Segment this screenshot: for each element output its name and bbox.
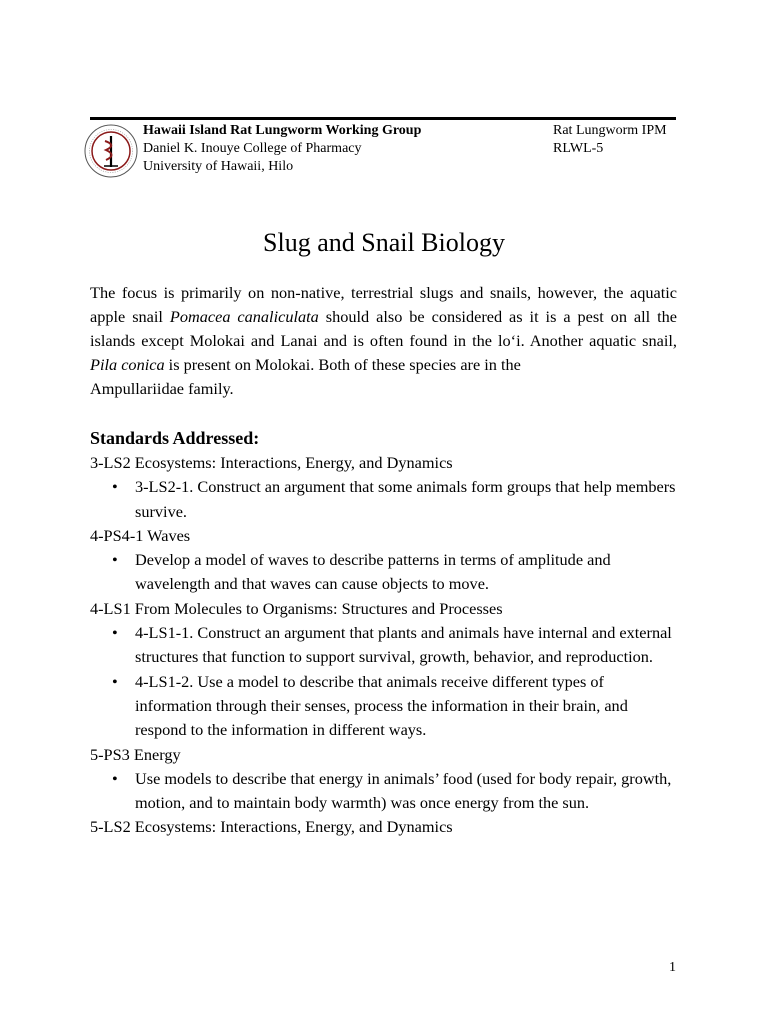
doc-series: Rat Lungworm IPM xyxy=(553,123,667,138)
bullet-icon: • xyxy=(112,550,118,570)
standard-item xyxy=(90,548,677,597)
intro-text-3: is present on Molokai. Both of these species are in the xyxy=(164,355,521,374)
header-doc-info xyxy=(553,122,667,158)
standard-item-text: Use models to describe that energy in animals’ food (used for body repair, growth, motion, and to maintain body warmth) was once energy from the sun. xyxy=(135,768,672,813)
header-rule xyxy=(90,117,676,120)
standard-group-title: 5-LS2 Ecosystems: Interactions, Energy, and Dynamics xyxy=(90,817,453,837)
intro-text-2: should also be considered as it is a pest on all the islands except Molokai and Lanai and is often found in the lo‘i. Another aquatic snail, xyxy=(90,307,677,350)
standard-item xyxy=(90,621,677,670)
standard-items xyxy=(90,475,677,524)
species-name: Pila conica xyxy=(90,355,165,374)
intro-last-line: Ampullariidae family. xyxy=(90,379,234,398)
standards-heading: Standards Addressed: xyxy=(90,428,260,448)
standard-item xyxy=(90,670,677,743)
standard-group-title: 3-LS2 Ecosystems: Interactions, Energy, and Dynamics xyxy=(90,453,453,472)
page-number: 1 xyxy=(669,960,676,975)
standard-item-text: 4-LS1-1. Construct an argument that plants and animals have internal and external structures that function to support survival, growth, behavior, and reproduction. xyxy=(135,623,672,667)
header-institution xyxy=(143,122,421,176)
university-name: University of Hawaii, Hilo xyxy=(143,159,294,174)
bullet-icon: • xyxy=(112,768,118,788)
standard-group-title: 4-LS1 From Molecules to Organisms: Structures and Processes xyxy=(90,598,503,618)
intro-text-1: The focus is primarily on non-native, terrestrial slugs and snails, however, the aquatic apple snail xyxy=(90,283,677,326)
standard-item xyxy=(90,475,677,524)
doc-code: RLWL-5 xyxy=(553,141,604,156)
college-name: Daniel K. Inouye College of Pharmacy xyxy=(143,141,362,156)
page-title: Slug and Snail Biology xyxy=(263,228,505,257)
standard-item xyxy=(90,767,677,816)
standard-items xyxy=(90,548,677,597)
bullet-icon: • xyxy=(112,477,118,497)
standard-group-title: 4-PS4-1 Waves xyxy=(90,525,191,545)
standard-item-text: 3-LS2-1. Construct an argument that some animals form groups that help members survive. xyxy=(135,477,676,521)
intro-paragraph xyxy=(90,281,677,401)
bullet-icon: • xyxy=(112,623,118,643)
standard-item-text: Develop a model of waves to describe patterns in terms of amplitude and wavelength and that waves can cause objects to move. xyxy=(135,550,611,594)
species-name: Pomacea canaliculata xyxy=(169,307,319,326)
standard-item-text: 4-LS1-2. Use a model to describe that animals receive different types of information through their senses, process the information in their brain, and respond to the information in different ways. xyxy=(135,671,628,740)
org-name: Hawaii Island Rat Lungworm Working Group xyxy=(143,123,422,138)
standard-items xyxy=(90,767,677,816)
college-seal-icon xyxy=(84,124,138,178)
standards-list xyxy=(90,451,677,840)
standard-items xyxy=(90,621,677,742)
bullet-icon: • xyxy=(112,671,118,691)
standard-group-title: 5-PS3 Energy xyxy=(90,744,181,764)
